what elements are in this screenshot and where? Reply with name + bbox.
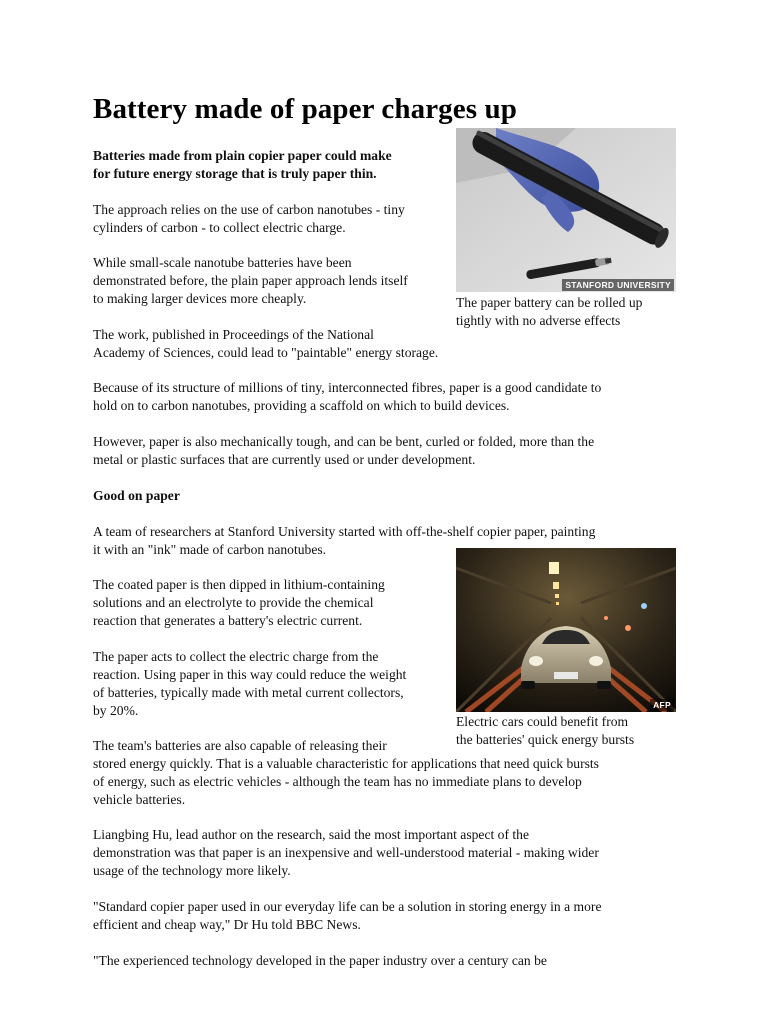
paragraph-line: hold on to carbon nanotubes, providing a scaffold on which to build devices. bbox=[93, 398, 510, 413]
paragraph-line: reaction that generates a battery's electric current. bbox=[93, 613, 363, 628]
paragraph-line: While small-scale nanotube batteries have been bbox=[93, 255, 352, 270]
paragraph-line: vehicle batteries. bbox=[93, 792, 186, 807]
paper-battery-photo bbox=[456, 128, 676, 292]
paragraph-line: The approach relies on the use of carbon nanotubes - tiny bbox=[93, 202, 405, 217]
paragraph-line: However, paper is also mechanically tough, and can be bent, curled or folded, more than the bbox=[93, 434, 595, 449]
paragraph-line: Because of its structure of millions of tiny, interconnected fibres, paper is a good candidate to bbox=[93, 380, 602, 395]
subheading: Good on paper bbox=[93, 488, 180, 503]
paragraph-line: The work, published in Proceedings of the National bbox=[93, 327, 374, 342]
paragraph-line: demonstration was that paper is an inexpensive and well-understood material - making wider bbox=[93, 845, 599, 860]
paragraph-line: Liangbing Hu, lead author on the research, said the most important aspect of the bbox=[93, 827, 530, 842]
photo-credit: STANFORD UNIVERSITY bbox=[562, 279, 674, 291]
figure-caption-line: the batteries' quick energy bursts bbox=[456, 732, 635, 747]
paragraph-line: of energy, such as electric vehicles - although the team has no immediate plans to develop bbox=[93, 774, 582, 789]
paragraph-line: reaction. Using paper in this way could reduce the weight bbox=[93, 667, 407, 682]
paragraph-line: of batteries, typically made with metal current collectors, bbox=[93, 685, 404, 700]
paragraph-line: usage of the technology more likely. bbox=[93, 863, 291, 878]
paragraph-line: metal or plastic surfaces that are currently used or under development. bbox=[93, 452, 476, 467]
photo-credit: AFP bbox=[650, 699, 674, 711]
paragraph-line: "Standard copier paper used in our everyday life can be a solution in storing energy in a more bbox=[93, 899, 602, 914]
paragraph-line: cylinders of carbon - to collect electric charge. bbox=[93, 220, 346, 235]
electric-car-photo bbox=[456, 548, 676, 712]
paragraph-line: stored energy quickly. That is a valuable characteristic for applications that need quick bursts bbox=[93, 756, 599, 771]
paragraph-line: "The experienced technology developed in the paper industry over a century can be bbox=[93, 953, 547, 968]
headline: Battery made of paper charges up bbox=[93, 93, 517, 125]
paragraph-line: The paper acts to collect the electric charge from the bbox=[93, 649, 379, 664]
electric-car-illustration bbox=[456, 548, 676, 712]
standfirst-line-2: for future energy storage that is truly paper thin. bbox=[93, 166, 377, 181]
figure-caption-line: Electric cars could benefit from bbox=[456, 714, 629, 729]
paragraph-line: A team of researchers at Stanford University started with off-the-shelf copier paper, painting bbox=[93, 524, 596, 539]
paragraph-line: solutions and an electrolyte to provide the chemical bbox=[93, 595, 374, 610]
paragraph-line: it with an "ink" made of carbon nanotubes. bbox=[93, 542, 327, 557]
paragraph-line: to making larger devices more cheaply. bbox=[93, 291, 307, 306]
paragraph-line: demonstrated before, the plain paper approach lends itself bbox=[93, 273, 408, 288]
standfirst-line-1: Batteries made from plain copier paper could make bbox=[93, 148, 392, 163]
paper-battery-illustration bbox=[456, 128, 676, 292]
figure-caption-line: The paper battery can be rolled up bbox=[456, 295, 643, 310]
paragraph-line: efficient and cheap way," Dr Hu told BBC News. bbox=[93, 917, 361, 932]
paragraph-line: Academy of Sciences, could lead to "paintable" energy storage. bbox=[93, 345, 439, 360]
figure-caption-line: tightly with no adverse effects bbox=[456, 313, 621, 328]
paragraph-line: The coated paper is then dipped in lithium-containing bbox=[93, 577, 385, 592]
paragraph-line: by 20%. bbox=[93, 703, 139, 718]
paragraph-line: The team's batteries are also capable of releasing their bbox=[93, 738, 387, 753]
